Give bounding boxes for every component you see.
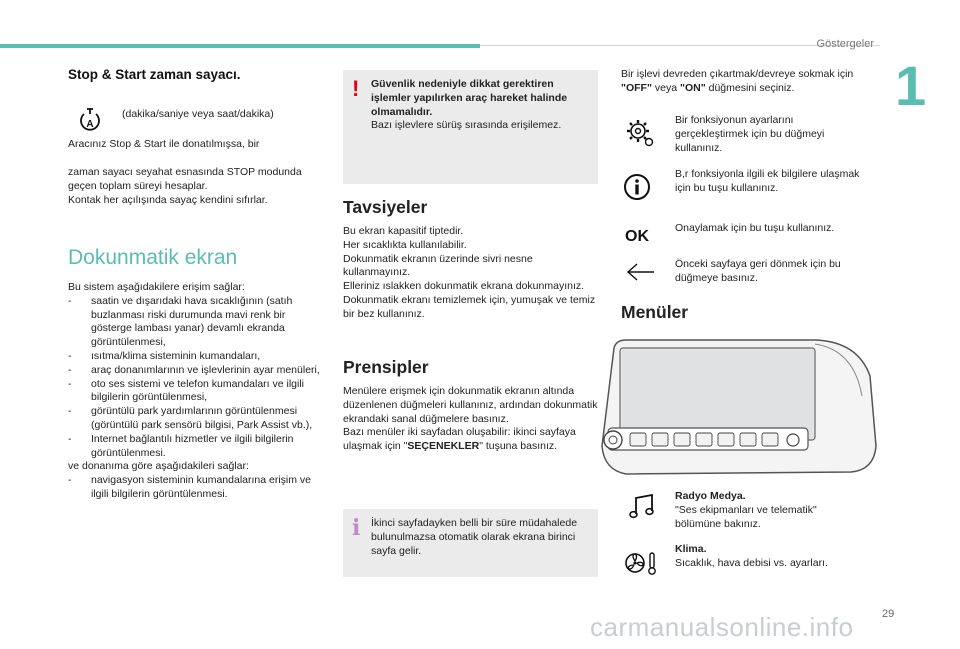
- tip-line: Bu ekran kapasitif tiptedir.: [343, 225, 464, 237]
- stop-start-description: zaman sayacı seyahat esnasında STOP modunda geçen toplam süreyi hesaplar.: [68, 166, 302, 192]
- page-number: 29: [882, 608, 895, 620]
- stop-start-title: Stop & Start zaman sayacı.: [68, 67, 241, 82]
- list-item: - araç donanımlarının ve işlevlerinin ayar menüleri,: [68, 364, 326, 378]
- tips-body: [343, 225, 598, 322]
- back-text: Önceki sayfaya geri dönmek için bu düğmeye basınız.: [675, 258, 841, 284]
- tips-title: Tavsiyeler: [343, 197, 428, 217]
- off-keyword: "OFF": [621, 81, 652, 94]
- touch-optional-list: [68, 474, 326, 502]
- list-item: - görüntülü park yardımlarının görüntülenmesi (görüntülü park sensörü bilgisi, Park Assist vb.),: [68, 405, 326, 433]
- list-item: - navigasyon sisteminin kumandalarına erişim ve ilgili bilgilerin görüntülenmesi.: [68, 474, 326, 502]
- menus-title: Menüler: [621, 302, 689, 322]
- tip-line: Elleriniz ıslakken dokunmatik ekrana dokunmayınız.: [343, 280, 585, 293]
- climate-title: Klima.: [675, 543, 707, 555]
- section-header: Göstergeler: [816, 38, 874, 50]
- stop-start-text-2: [68, 166, 318, 207]
- tip-line: Her sıcaklıkta kullanılabilir.: [343, 238, 467, 251]
- watermark: carmanualsonline.info: [590, 612, 854, 642]
- touch-screen-body: [68, 281, 326, 502]
- principles-text-2c: " tuşuna basınız.: [479, 440, 558, 453]
- ok-icon: OK: [625, 228, 649, 245]
- tip-line: Dokunmatik ekranı temizlemek için, yumuşak ve temiz bir bez kullanınız.: [343, 293, 596, 320]
- on-off-intro-b: düğmesini seçiniz.: [705, 81, 795, 94]
- principles-title: Prensipler: [343, 357, 429, 377]
- principles-body: [343, 385, 598, 454]
- on-off-intro: [621, 68, 871, 96]
- back-arrow-icon: [626, 262, 656, 282]
- options-keyword: SEÇENEKLER: [407, 440, 480, 453]
- touchscreen-illustration: [596, 336, 878, 478]
- touch-intro-2: ve donanıma göre aşağıdakileri sağlar:: [68, 460, 249, 473]
- settings-gear-icon: [625, 118, 655, 148]
- principles-text-1: Menülere erişmek için dokunmatik ekranın altında düzenlenen düğmeleri kullanınız, ardından dokunmatik ekrandaki sanal düğmelere basınız.: [343, 385, 598, 425]
- climate-desc: [675, 543, 865, 571]
- radio-media-title: Radyo Medya.: [675, 490, 746, 502]
- tip-line: Dokunmatik ekranın üzerinde sivri nesne kullanmayınız.: [343, 252, 533, 279]
- stop-start-timer-icon: [78, 108, 102, 134]
- music-note-icon: [628, 494, 656, 520]
- info-button-text: B,r fonksiyonla ilgili ek bilgilere ulaşmak için bu tuşu kullanınız.: [675, 168, 860, 194]
- touch-screen-title: Dokunmatik ekran: [68, 246, 238, 269]
- svg-text:A: A: [86, 119, 94, 130]
- warning-note: Bazı işlevlere sürüş sırasında erişilemez.: [371, 119, 562, 132]
- stop-start-reset-note: Kontak her açılışında sayaç kendini sıfırlar.: [68, 193, 268, 206]
- header-accent-bar: [0, 44, 480, 48]
- climate-text: Sıcaklık, hava debisi vs. ayarları.: [675, 556, 828, 569]
- principles-text-2a: Bazı menüler iki sayfadan oluşabilir: ikinci sayfaya ulaşmak için ": [343, 426, 576, 453]
- stop-start-unit: (dakika/saniye veya saat/dakika): [122, 108, 274, 120]
- touch-intro: Bu sistem aşağıdakilere erişim sağlar:: [68, 281, 245, 293]
- info-circle-icon: [623, 173, 651, 201]
- ok-text: Onaylamak için bu tuşu kullanınız.: [675, 222, 835, 234]
- info-box: [343, 509, 598, 577]
- on-off-intro-mid: veya: [651, 81, 680, 94]
- list-item: - Internet bağlantılı hizmetler ve ilgili bilgilerin görüntülenmesi.: [68, 433, 326, 461]
- warning-text: [371, 78, 593, 133]
- warning-box: [343, 70, 598, 184]
- list-item: - oto ses sistemi ve telefon kumandaları ve ilgili bilgilerin görüntülenmesi,: [68, 378, 326, 406]
- principles-text-2: [343, 426, 598, 454]
- climate-fan-icon: [624, 550, 658, 576]
- stop-start-text-1: Aracınız Stop & Start ile donatılmışsa, bir: [68, 138, 260, 150]
- on-off-intro-a: Bir işlevi devreden çıkartmak/devreye sokmak için: [621, 68, 854, 80]
- warning-icon: !: [352, 76, 360, 101]
- info-icon: i: [352, 515, 361, 541]
- info-text: İkinci sayfadayken belli bir süre müdahalede bulunulmazsa otomatik olarak ekrana birinci sayfa gelir.: [371, 517, 578, 557]
- radio-media-desc: [675, 490, 865, 531]
- radio-media-text: "Ses ekipmanları ve telematik" bölümüne bakınız.: [675, 503, 817, 530]
- settings-text: Bir fonksiyonun ayarlarını gerçekleştirmek için bu düğmeyi kullanınız.: [675, 114, 825, 154]
- chapter-number: 1: [895, 54, 927, 117]
- warning-bold: Güvenlik nedeniyle dikkat gerektiren işlemler yapılırken araç hareket halinde olmamalıdır.: [371, 78, 568, 118]
- list-item: - saatin ve dışarıdaki hava sıcaklığının (satıh buzlanması riski durumunda mavi renk bir gösterge lambası yanar) devamlı ekranda görüntülenmesi,: [68, 295, 326, 350]
- on-keyword: "ON": [679, 81, 706, 94]
- touch-feature-list: [68, 295, 326, 461]
- list-item: - ısıtma/klima sisteminin kumandaları,: [68, 350, 326, 364]
